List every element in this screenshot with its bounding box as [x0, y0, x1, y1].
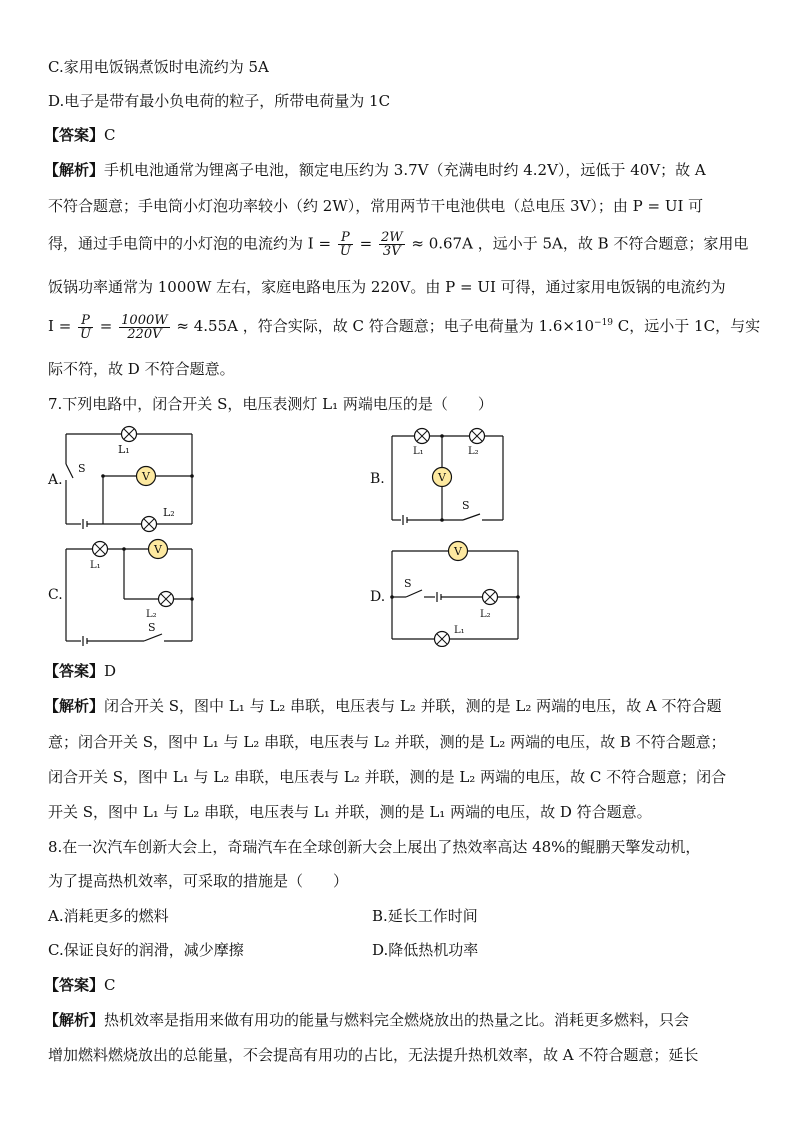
formula-suffix: ≈ 4.55A ，符合实际，故 C 符合题意；电子电荷量为 1.6×10: [176, 317, 595, 335]
lamp-1-label: L₁: [90, 560, 101, 571]
answer-tag: 【答案】: [44, 976, 105, 994]
q6-analysis-line-5: [48, 312, 760, 341]
voltmeter-icon: [433, 468, 452, 487]
circuit-b-label: B.: [370, 471, 385, 487]
q8-answer: [44, 974, 116, 996]
lamp-icon: [122, 427, 137, 442]
lamp-icon: [142, 517, 157, 532]
switch-label: S: [404, 577, 412, 590]
circuit-d: [368, 537, 543, 647]
switch-label: S: [148, 621, 156, 634]
lamp-icon: [470, 429, 485, 444]
q6-analysis-line-4: 饭锅功率通常为 1000W 左右，家庭电路电压为 220V。由 P = UI 可得，通过家用电饭锅的电流约为: [48, 278, 726, 296]
lamp-2-label: L₂: [480, 609, 491, 620]
analysis-tag: 【解析】: [44, 161, 105, 179]
q8-option-d: D.降低热机功率: [372, 941, 479, 959]
lamp-1-label: L₁: [413, 446, 424, 457]
lamp-icon: [435, 632, 450, 647]
q8-stem-line-1: 8.在一次汽车创新大会上，奇瑞汽车在全球创新大会上展出了热效率高达 48%的鲲鹏天擎发动机，: [48, 838, 701, 856]
switch-label: S: [462, 499, 470, 512]
formula-prefix: 得，通过手电筒中的小灯泡的电流约为 I =: [48, 234, 332, 253]
q7-answer: [44, 660, 116, 682]
q8-option-b: B.延长工作时间: [372, 907, 478, 925]
lamp-icon: [93, 542, 108, 557]
answer-tag: 【答案】: [44, 662, 105, 680]
q8-option-c: C.保证良好的润滑，减少摩擦: [48, 941, 244, 959]
fraction-2w-over-3v: $\frac{2W}{3V}$: [380, 230, 403, 259]
svg-text:V: V: [454, 545, 462, 558]
q6-option-c: C.家用电饭锅煮饭时电流约为 5A: [48, 58, 269, 76]
lamp-icon: [415, 429, 430, 444]
equals-sign: =: [359, 234, 373, 253]
q6-analysis-line-1: [44, 159, 706, 181]
q8-analysis-line-2: 增加燃料燃烧放出的总能量，不会提高有用功的占比，无法提升热机效率，故 A 不符合题意；延长: [48, 1046, 699, 1064]
lamp-icon: [159, 592, 174, 607]
fraction-1000w-over-220v: $\frac{1000W}{220V}$: [121, 312, 168, 342]
formula-prefix: I =: [48, 317, 72, 335]
q7-analysis-line-1: [44, 695, 721, 717]
fraction-p-over-u: $\frac{P}{U}$: [80, 312, 92, 342]
q7-analysis-line-3: 闭合开关 S，图中 L₁ 与 L₂ 串联，电压表与 L₂ 并联，测的是 L₂ 两端的电压，故 C 不符合题意；闭合: [48, 768, 727, 786]
q6-analysis-line-6: 际不符，故 D 不符合题意。: [48, 360, 235, 378]
circuit-a: [46, 424, 226, 534]
formula-suffix: ≈ 0.67A ，远小于 5A，故 B 不符合题意；家用电: [411, 234, 749, 253]
lamp-1-label: L₁: [118, 443, 130, 456]
circuit-c: [46, 537, 226, 647]
answer-value: C: [104, 976, 116, 994]
q6-analysis-line-3: [48, 231, 748, 258]
answer-value: C: [104, 126, 116, 144]
lamp-1-label: L₁: [454, 625, 465, 636]
analysis-text: 热机效率是指用来做有用功的能量与燃料完全燃烧放出的热量之比。消耗更多燃料，只会: [104, 1011, 690, 1029]
circuit-b: [368, 424, 528, 534]
circuit-d-label: D.: [370, 589, 386, 605]
voltmeter-icon: [149, 540, 168, 559]
lamp-icon: [483, 590, 498, 605]
q6-option-d: D.电子是带有最小负电荷的粒子，所带电荷量为 1C: [48, 92, 391, 110]
answer-value: D: [104, 662, 117, 680]
analysis-text: 手机电池通常为锂离子电池，额定电压约为 3.7V（充满电时约 4.2V），远低于 40V；故 A: [104, 161, 706, 179]
circuit-a-label: A.: [48, 472, 63, 488]
voltmeter-icon: [137, 467, 156, 486]
analysis-text: 闭合开关 S，图中 L₁ 与 L₂ 串联，电压表与 L₂ 并联，测的是 L₂ 两端的电压，故 A 不符合题: [104, 697, 722, 715]
svg-text:V: V: [142, 470, 150, 483]
q6-answer: [44, 124, 116, 146]
q7-stem: 7.下列电路中，闭合开关 S，电压表测灯 L₁ 两端电压的是（ ）: [48, 395, 493, 413]
q8-option-a: A.消耗更多的燃料: [48, 907, 169, 925]
formula-tail: C，远小于 1C，与实: [613, 317, 761, 335]
lamp-2-label: L₂: [146, 609, 157, 620]
lamp-2-label: L₂: [468, 446, 479, 457]
q7-analysis-line-4: 开关 S，图中 L₁ 与 L₂ 串联，电压表与 L₁ 并联，测的是 L₁ 两端的电压，故 D 符合题意。: [48, 803, 652, 821]
switch-label: S: [78, 462, 86, 475]
voltmeter-icon: [449, 542, 468, 561]
answer-tag: 【答案】: [44, 126, 105, 144]
analysis-tag: 【解析】: [44, 1011, 105, 1029]
svg-text:V: V: [154, 543, 162, 556]
q6-analysis-line-2: 不符合题意；手电筒小灯泡功率较小（约 2W），常用两节干电池供电（总电压 3V）；由 P = UI 可: [48, 197, 704, 215]
equals-sign: =: [99, 317, 113, 335]
lamp-2-label: L₂: [163, 506, 175, 519]
q7-analysis-line-2: 意；闭合开关 S，图中 L₁ 与 L₂ 串联，电压表与 L₂ 并联，测的是 L₂ 两端的电压，故 B 不符合题意；: [48, 733, 726, 751]
q8-analysis-line-1: [44, 1009, 689, 1031]
exponent: −19: [594, 318, 614, 328]
fraction-p-over-u: $\frac{P}{U}$: [339, 230, 351, 259]
circuit-c-label: C.: [48, 587, 63, 603]
analysis-tag: 【解析】: [44, 697, 105, 715]
svg-text:V: V: [438, 471, 446, 484]
q8-stem-line-2: 为了提高热机效率，可采取的措施是（ ）: [48, 872, 349, 890]
